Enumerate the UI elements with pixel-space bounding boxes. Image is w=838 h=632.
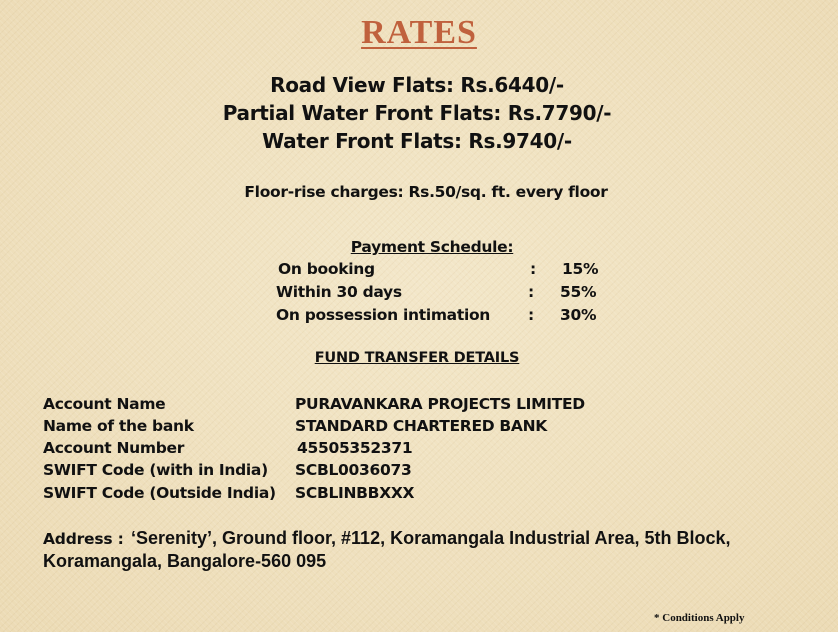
payment-row-label: On possession intimation xyxy=(276,306,491,324)
payment-row-value: 55% xyxy=(560,283,597,301)
payment-row-value: 30% xyxy=(560,306,597,324)
floor-rise-charges: Floor-rise charges: Rs.50/sq. ft. every floor xyxy=(244,183,608,201)
account-field-label: SWIFT Code (Outside India) xyxy=(43,484,276,502)
payment-row-separator: : xyxy=(528,283,534,301)
address-line-2: Koramangala, Bangalore-560 095 xyxy=(43,551,327,571)
fund-transfer-heading: FUND TRANSFER DETAILS xyxy=(314,350,520,366)
payment-row-value: 15% xyxy=(562,260,599,278)
address-line-1: ‘Serenity’, Ground floor, #112, Koramangala Industrial Area, 5th Block, xyxy=(131,528,731,548)
account-field-label: SWIFT Code (with in India) xyxy=(43,461,268,479)
payment-row-separator: : xyxy=(530,260,536,278)
swift-code-india-value: SCBL0036073 xyxy=(295,461,412,479)
bank-name-value: STANDARD CHARTERED BANK xyxy=(295,417,547,435)
address-label: Address : xyxy=(43,530,124,548)
payment-schedule-heading: Payment Schedule: xyxy=(350,238,514,256)
conditions-footnote: * Conditions Apply xyxy=(654,612,745,624)
payment-row-separator: : xyxy=(528,306,534,324)
payment-row-label: Within 30 days xyxy=(276,283,402,301)
account-field-label: Name of the bank xyxy=(43,417,194,435)
swift-code-outside-value: SCBLINBBXXX xyxy=(295,484,415,502)
account-number-value: 45505352371 xyxy=(297,439,413,457)
account-name-value: PURAVANKARA PROJECTS LIMITED xyxy=(295,395,585,413)
rate-road-view: Road View Flats: Rs.6440/- xyxy=(270,73,564,97)
rate-water-front: Water Front Flats: Rs.9740/- xyxy=(262,129,572,153)
account-field-label: Account Name xyxy=(43,395,166,413)
rate-partial-water-front: Partial Water Front Flats: Rs.7790/- xyxy=(222,101,612,125)
account-field-label: Account Number xyxy=(43,439,185,457)
payment-row-label: On booking xyxy=(278,260,375,278)
page-title: RATES xyxy=(361,14,477,51)
